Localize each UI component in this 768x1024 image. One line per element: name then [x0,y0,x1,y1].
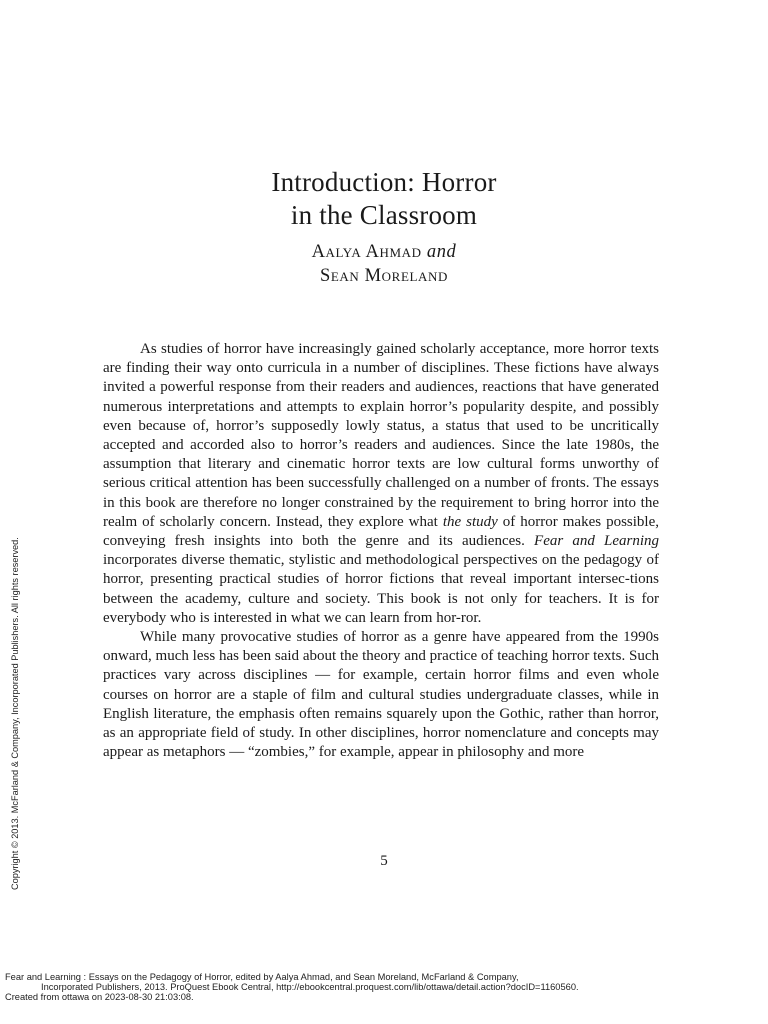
citation-line2: Incorporated Publishers, 2013. ProQuest Ebook Central, http://ebookcentral.proquest.com/lib/ottawa/detail.action?docID=1160560. [41,982,579,993]
book-title-emphasis: Fear and Learning [534,533,659,550]
chapter-body [103,340,659,762]
citation-line3: Created from ottawa on 2023-08-30 21:03:08. [5,992,194,1003]
paragraph-1-text-a: As studies of horror have increasingly gained scholarly acceptance, more horror texts are finding their way onto curricula in a number of disciplines. These fictions have always invited a powerful response from their readers and audiences, reactions that have generated numerous interpretations and attempts to explain horror’s popularity despite, and possibly even because of, horror’s supposedly lowly status, a status that used to be uncritically accepted and accorded also to horror’s readers and audiences. Since the late 1980s, the assumption that literary and cinematic horror texts are low cultural forms unworthy of serious critical attention has been successfully challenged on a number of fronts. The essays in this book are therefore no longer constrained by the requirement to bring horror into the realm of scholarly concern. Instead, they explore what [103,341,659,530]
chapter-title-line2: in the Classroom [290,200,478,230]
author-conjunction: and [426,242,457,262]
chapter-authors [0,240,768,288]
paragraph-1-text-c: incorporates diverse thematic, stylistic and methodological perspectives on the pedagogy of horror, presenting practical studies of horror fictions that reveal important intersec-tions between the academy, culture and society. This book is not only for teachers. It is for everybody who is interested in what we can learn from hor-ror. [103,552,659,626]
emphasis-the-study: the study [442,513,498,530]
copyright-notice: Copyright © 2013. McFarland & Company, Incorporated Publishers. All rights reserved. [10,537,20,890]
paragraph-1-text-b: of horror makes possible, conveying fresh insights into both the genre and its audiences. [103,513,659,550]
author-1: Aalya Ahmad [311,242,422,262]
paragraph-2: While many provocative studies of horror as a genre have appeared from the 1990s onward, much less has been said about the theory and practice of teaching horror texts. Such practices vary across disciplines — for example, certain horror films and even whole courses on horror are a staple of film and cultural studies undergraduate classes, while in English literature, the emphasis often remains squarely upon the Gothic, rather than horror, as an appropriate field of study. In other disciplines, horror nomenclature and concepts may appear as metaphors — “zombies,” for example, appear in philosophy and more [103,629,659,761]
paragraph-1 [103,340,659,628]
chapter-title-line1: Introduction: Horror [271,167,497,197]
author-2: Sean Moreland [320,266,448,286]
page-number: 5 [380,853,388,869]
chapter-title [0,166,768,232]
citation-line1: Fear and Learning : Essays on the Pedagogy of Horror, edited by Aalya Ahmad, and Sean Moreland, McFarland & Company, [5,972,519,982]
citation-footer [5,972,765,1003]
